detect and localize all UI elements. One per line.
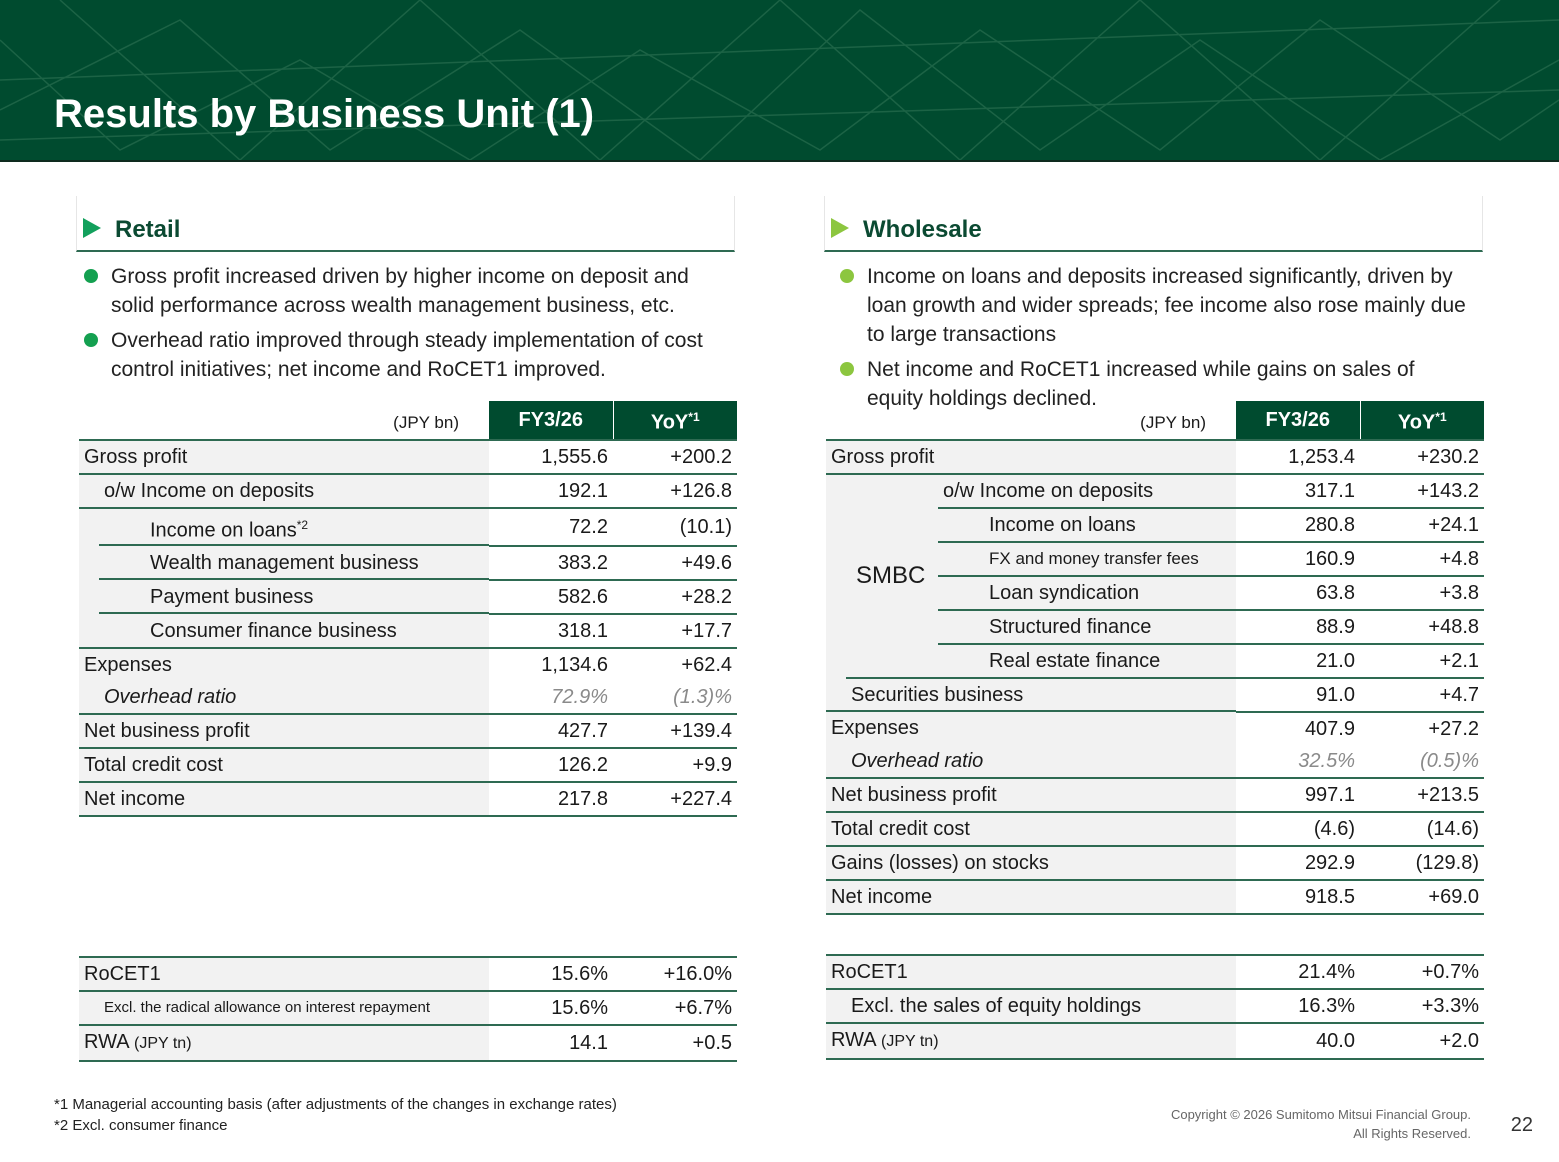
list-item: Income on loans and deposits increased significantly, driven by loan growth and wider spreads; fee income also rose mainly due to large transactions <box>840 262 1470 349</box>
row-label: Payment business <box>79 580 489 614</box>
table-header-row <box>79 401 737 440</box>
retail-kpi-table <box>79 956 737 1062</box>
row-label: RoCET1 <box>826 955 1236 989</box>
footnotes <box>54 1094 617 1136</box>
yoy-value: +69.0 <box>1360 880 1484 914</box>
fy-value: 292.9 <box>1236 846 1360 880</box>
fy-value: 63.8 <box>1236 576 1360 610</box>
yoy-value: +230.2 <box>1360 440 1484 474</box>
row-label: RWA (JPY tn) <box>826 1023 1236 1059</box>
table-row <box>79 614 737 648</box>
fy-value: 383.2 <box>489 546 613 580</box>
table-row <box>826 955 1484 989</box>
page-number: 22 <box>1510 1114 1533 1136</box>
unit-label: (JPY bn) <box>1140 412 1206 432</box>
table-row <box>79 580 737 614</box>
fy-value: 91.0 <box>1236 678 1360 712</box>
fy-value: 21.4% <box>1236 955 1360 989</box>
row-label: Gross profit <box>826 440 1236 474</box>
column-header-yoy: YoY$^{*1}$ <box>613 401 737 440</box>
fy-value: 192.1 <box>489 474 613 508</box>
yoy-value: +16.0% <box>613 957 737 991</box>
footnote-1: *1 Managerial accounting basis (after adjustments of the changes in exchange rates) <box>54 1096 617 1113</box>
fy-value: 1,555.6 <box>489 440 613 474</box>
unit-label: (JPY bn) <box>393 412 459 432</box>
yoy-value: +4.8 <box>1360 542 1484 576</box>
yoy-value: (10.1) <box>613 508 737 547</box>
smbc-label: SMBC <box>846 474 938 678</box>
yoy-value: +227.4 <box>613 782 737 816</box>
table-row <box>826 745 1484 778</box>
row-label: Expenses <box>79 648 489 681</box>
row-label: Real estate finance <box>938 644 1236 678</box>
fy-value: (4.6) <box>1236 812 1360 846</box>
list-item: Gross profit increased driven by higher income on deposit and solid performance across wealth management business, etc. <box>84 262 734 320</box>
bullet-dot-icon <box>840 269 854 283</box>
row-label: Total credit cost <box>79 748 489 782</box>
fy-value: 160.9 <box>1236 542 1360 576</box>
fy-value: 1,253.4 <box>1236 440 1360 474</box>
yoy-value: +4.7 <box>1360 678 1484 712</box>
fy-value: 72.2 <box>489 508 613 547</box>
yoy-value: +48.8 <box>1360 610 1484 644</box>
table-row <box>826 712 1484 745</box>
table-row <box>826 846 1484 880</box>
table-row <box>79 782 737 816</box>
yoy-value: +17.7 <box>613 614 737 648</box>
fy-value: 15.6% <box>489 991 613 1025</box>
row-label: Overhead ratio <box>826 745 1236 778</box>
table-row <box>79 714 737 748</box>
table-row <box>826 778 1484 812</box>
row-label: Consumer finance business <box>79 614 489 648</box>
row-label: Net income <box>79 782 489 816</box>
list-item: Overhead ratio improved through steady implementation of cost control initiatives; net income and RoCET1 improved. <box>84 326 734 384</box>
yoy-value: (14.6) <box>1360 812 1484 846</box>
yoy-value: +62.4 <box>681 654 732 677</box>
yoy-value: +126.8 <box>613 474 737 508</box>
bullet-dot-icon <box>84 333 98 347</box>
fy-value: 88.9 <box>1236 610 1360 644</box>
row-label: RWA (JPY tn) <box>79 1025 489 1061</box>
yoy-value: +2.0 <box>1360 1023 1484 1059</box>
wholesale-kpi-table <box>826 954 1484 1060</box>
retail-section-header <box>76 196 735 252</box>
list-item: Net income and RoCET1 increased while gains on sales of equity holdings declined. <box>840 355 1470 413</box>
yoy-value: +3.3% <box>1360 989 1484 1023</box>
fy-value: 32.5% <box>1236 745 1360 778</box>
header-banner <box>0 0 1559 162</box>
fy-value: 217.8 <box>489 782 613 816</box>
table-row <box>79 1025 737 1061</box>
fy-value: 1,134.6 <box>541 654 608 677</box>
table-row <box>79 546 737 580</box>
row-label: Total credit cost <box>826 812 1236 846</box>
row-label: Securities business <box>826 678 1236 712</box>
yoy-value: +2.1 <box>1360 644 1484 678</box>
row-label: Gross profit <box>79 440 489 474</box>
table-row <box>79 957 737 991</box>
yoy-value: +0.5 <box>613 1025 737 1061</box>
yoy-value: +6.7% <box>613 991 737 1025</box>
row-label: Income on loans$^{*2}$ <box>79 508 489 547</box>
fy-value: 40.0 <box>1236 1023 1360 1059</box>
fy-value: 72.9% <box>489 681 613 714</box>
retail-table <box>79 401 737 817</box>
row-label: RoCET1 <box>79 957 489 991</box>
column-header-fy: FY3/26 <box>489 401 613 440</box>
row-label: Income on loans <box>938 508 1236 542</box>
copyright <box>1171 1105 1471 1143</box>
column-header-fy: FY3/26 <box>1236 401 1360 440</box>
row-label: o/w Income on deposits <box>938 474 1236 508</box>
fy-value: 582.6 <box>489 580 613 614</box>
yoy-value: +213.5 <box>1360 778 1484 812</box>
table-row <box>826 880 1484 914</box>
wholesale-section-header <box>824 196 1483 252</box>
wholesale-bullets <box>840 262 1470 419</box>
table-row <box>826 440 1484 474</box>
fy-value: 21.0 <box>1236 644 1360 678</box>
yoy-value: +139.4 <box>613 714 737 748</box>
table-row <box>826 812 1484 846</box>
bullet-dot-icon <box>840 362 854 376</box>
triangle-bullet-icon <box>83 218 101 238</box>
row-label: Wealth management business <box>79 546 489 580</box>
retail-title: Retail <box>115 216 181 243</box>
fy-value: 15.6% <box>489 957 613 991</box>
row-label: Overhead ratio <box>79 681 489 714</box>
row-label: Expenses <box>826 712 1236 745</box>
fy-value: 918.5 <box>1236 880 1360 914</box>
yoy-value: +200.2 <box>613 440 737 474</box>
yoy-value: +49.6 <box>613 546 737 580</box>
yoy-value: +9.9 <box>613 748 737 782</box>
table-row <box>826 474 1484 508</box>
column-header-yoy: YoY$^{*1}$ <box>1360 401 1484 440</box>
fy-value: 14.1 <box>489 1025 613 1061</box>
table-row <box>79 474 737 508</box>
bullet-dot-icon <box>84 269 98 283</box>
wholesale-title: Wholesale <box>863 216 982 243</box>
yoy-value: (1.3)% <box>613 681 737 714</box>
yoy-value: (0.5)% <box>1360 745 1484 778</box>
fy-value: 126.2 <box>489 748 613 782</box>
table-row <box>79 991 737 1025</box>
table-row <box>826 989 1484 1023</box>
triangle-bullet-icon <box>831 218 849 238</box>
fy-value: 317.1 <box>1236 474 1360 508</box>
yoy-value: +0.7% <box>1360 955 1484 989</box>
row-label: Excl. the sales of equity holdings <box>826 989 1236 1023</box>
row-label: FX and money transfer fees <box>938 542 1236 576</box>
retail-bullets <box>84 262 734 390</box>
yoy-value: +143.2 <box>1360 474 1484 508</box>
row-label: Structured finance <box>938 610 1236 644</box>
table-row <box>79 508 737 547</box>
row-label: Net income <box>826 880 1236 914</box>
fy-value: 16.3% <box>1236 989 1360 1023</box>
copyright-line-1: Copyright © 2026 Sumitomo Mitsui Financial Group. <box>1170 1107 1471 1122</box>
yoy-value: +27.2 <box>1428 717 1479 740</box>
table-row <box>79 648 737 681</box>
row-label: Gains (losses) on stocks <box>826 846 1236 880</box>
row-label: o/w Income on deposits <box>79 474 489 508</box>
yoy-value: +28.2 <box>613 580 737 614</box>
wholesale-table <box>826 401 1484 915</box>
page-title: Results by Business Unit (1) <box>54 92 595 136</box>
yoy-value: +24.1 <box>1360 508 1484 542</box>
row-label: Net business profit <box>79 714 489 748</box>
fy-value: 427.7 <box>489 714 613 748</box>
yoy-value: (129.8) <box>1360 846 1484 880</box>
table-row <box>79 440 737 474</box>
row-label: Excl. the radical allowance on interest repayment <box>79 991 489 1025</box>
row-label: Loan syndication <box>938 576 1236 610</box>
fy-value: 407.9 <box>1304 717 1355 740</box>
table-row <box>826 678 1484 712</box>
copyright-line-2: All Rights Reserved. <box>1353 1126 1471 1141</box>
table-row <box>826 1023 1484 1059</box>
fy-value: 318.1 <box>489 614 613 648</box>
row-label: Net business profit <box>826 778 1236 812</box>
table-row <box>79 681 737 714</box>
fy-value: 280.8 <box>1236 508 1360 542</box>
table-header-row <box>826 401 1484 440</box>
table-row <box>79 748 737 782</box>
yoy-value: +3.8 <box>1360 576 1484 610</box>
footnote-2: *2 Excl. consumer finance <box>54 1117 228 1134</box>
fy-value: 997.1 <box>1236 778 1360 812</box>
